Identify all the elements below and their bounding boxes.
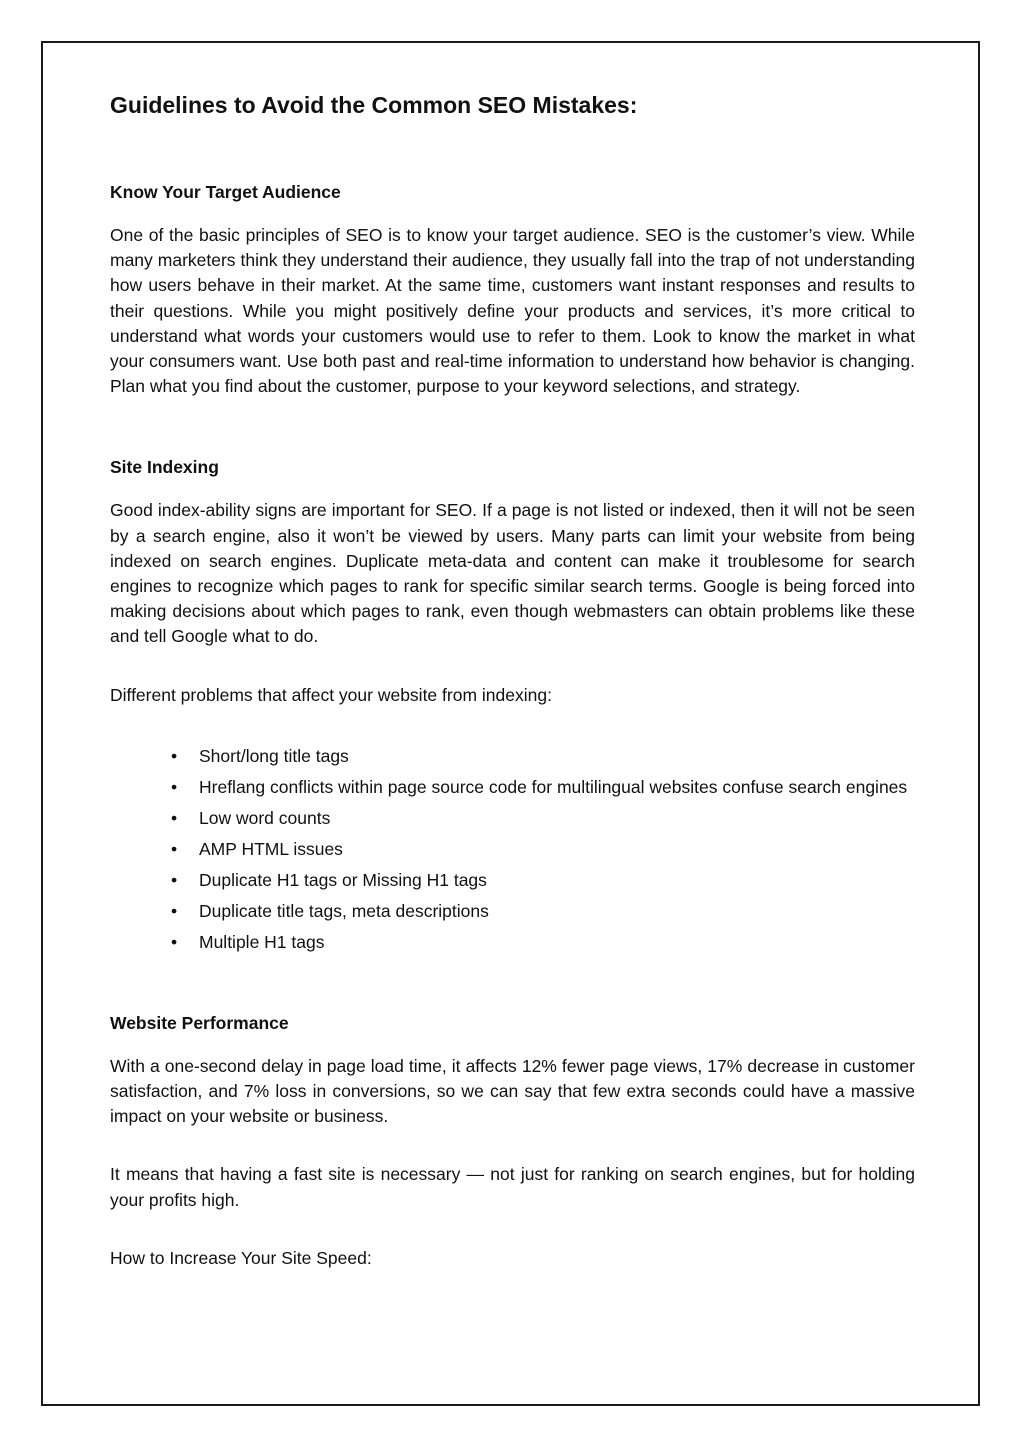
- paragraph-target-audience: One of the basic principles of SEO is to know your target audience. SEO is the customer’s view. While many marketers think they understand their audience, they usually fall into the trap of not understanding how users behave in their market. At the same time, customers want instant responses and results to their questions. While you might positively define your products and services, it’s more critical to understand what words your customers would use to refer to them. Look to know the market in what your consumers want. Use both past and real-time information to understand how behavior is changing. Plan what you find about the customer, purpose to your keyword selections, and strategy.: [110, 225, 915, 397]
- list-item: • AMP HTML issues: [199, 834, 915, 865]
- list-item: • Low word counts: [199, 803, 915, 834]
- paragraph-site-indexing: Good index-ability signs are important for SEO. If a page is not listed or indexed, then it will not be seen by a search engine, also it won’t be viewed by users. Many parts can limit your website from being indexed on search engines. Duplicate meta-data and content can make it troublesome for search engines to recognize which pages to rank for specific similar search terms. Google is being forced into making decisions about which pages to rank, even though webmasters can obtain problems like these and tell Google what to do.: [110, 500, 915, 647]
- paragraph-fast-site: It means that having a fast site is necessary — not just for ranking on search engines, but for holding your profits high.: [110, 1164, 915, 1210]
- list-item: • Multiple H1 tags: [199, 927, 915, 958]
- document-title: Guidelines to Avoid the Common SEO Mistakes:: [110, 92, 638, 118]
- section-spacer: [110, 988, 915, 1011]
- paragraph-indexing-problems-intro: Different problems that affect your website from indexing:: [110, 684, 552, 705]
- list-item: • Duplicate H1 tags or Missing H1 tags: [199, 865, 915, 896]
- list-item: • Short/long title tags: [199, 741, 915, 772]
- section-heading-website-performance: Website Performance: [110, 1012, 289, 1033]
- document-body: [110, 90, 915, 1304]
- indexing-problems-list: [110, 741, 915, 958]
- paragraph-increase-speed-intro: How to Increase Your Site Speed:: [110, 1247, 372, 1268]
- paragraph-performance-delay: With a one-second delay in page load time, it affects 12% fewer page views, 17% decrease in customer satisfaction, and 7% loss in conversions, so we can say that few extra seconds could have a massive impact on your website or business.: [110, 1055, 915, 1127]
- section-heading-site-indexing: Site Indexing: [110, 457, 219, 478]
- section-heading-target-audience: Know Your Target Audience: [110, 182, 341, 202]
- list-item: • Duplicate title tags, meta descriptions: [199, 896, 915, 927]
- section-spacer: [110, 432, 915, 455]
- list-item: • Hreflang conflicts within page source code for multilingual websites confuse search engines: [199, 772, 915, 803]
